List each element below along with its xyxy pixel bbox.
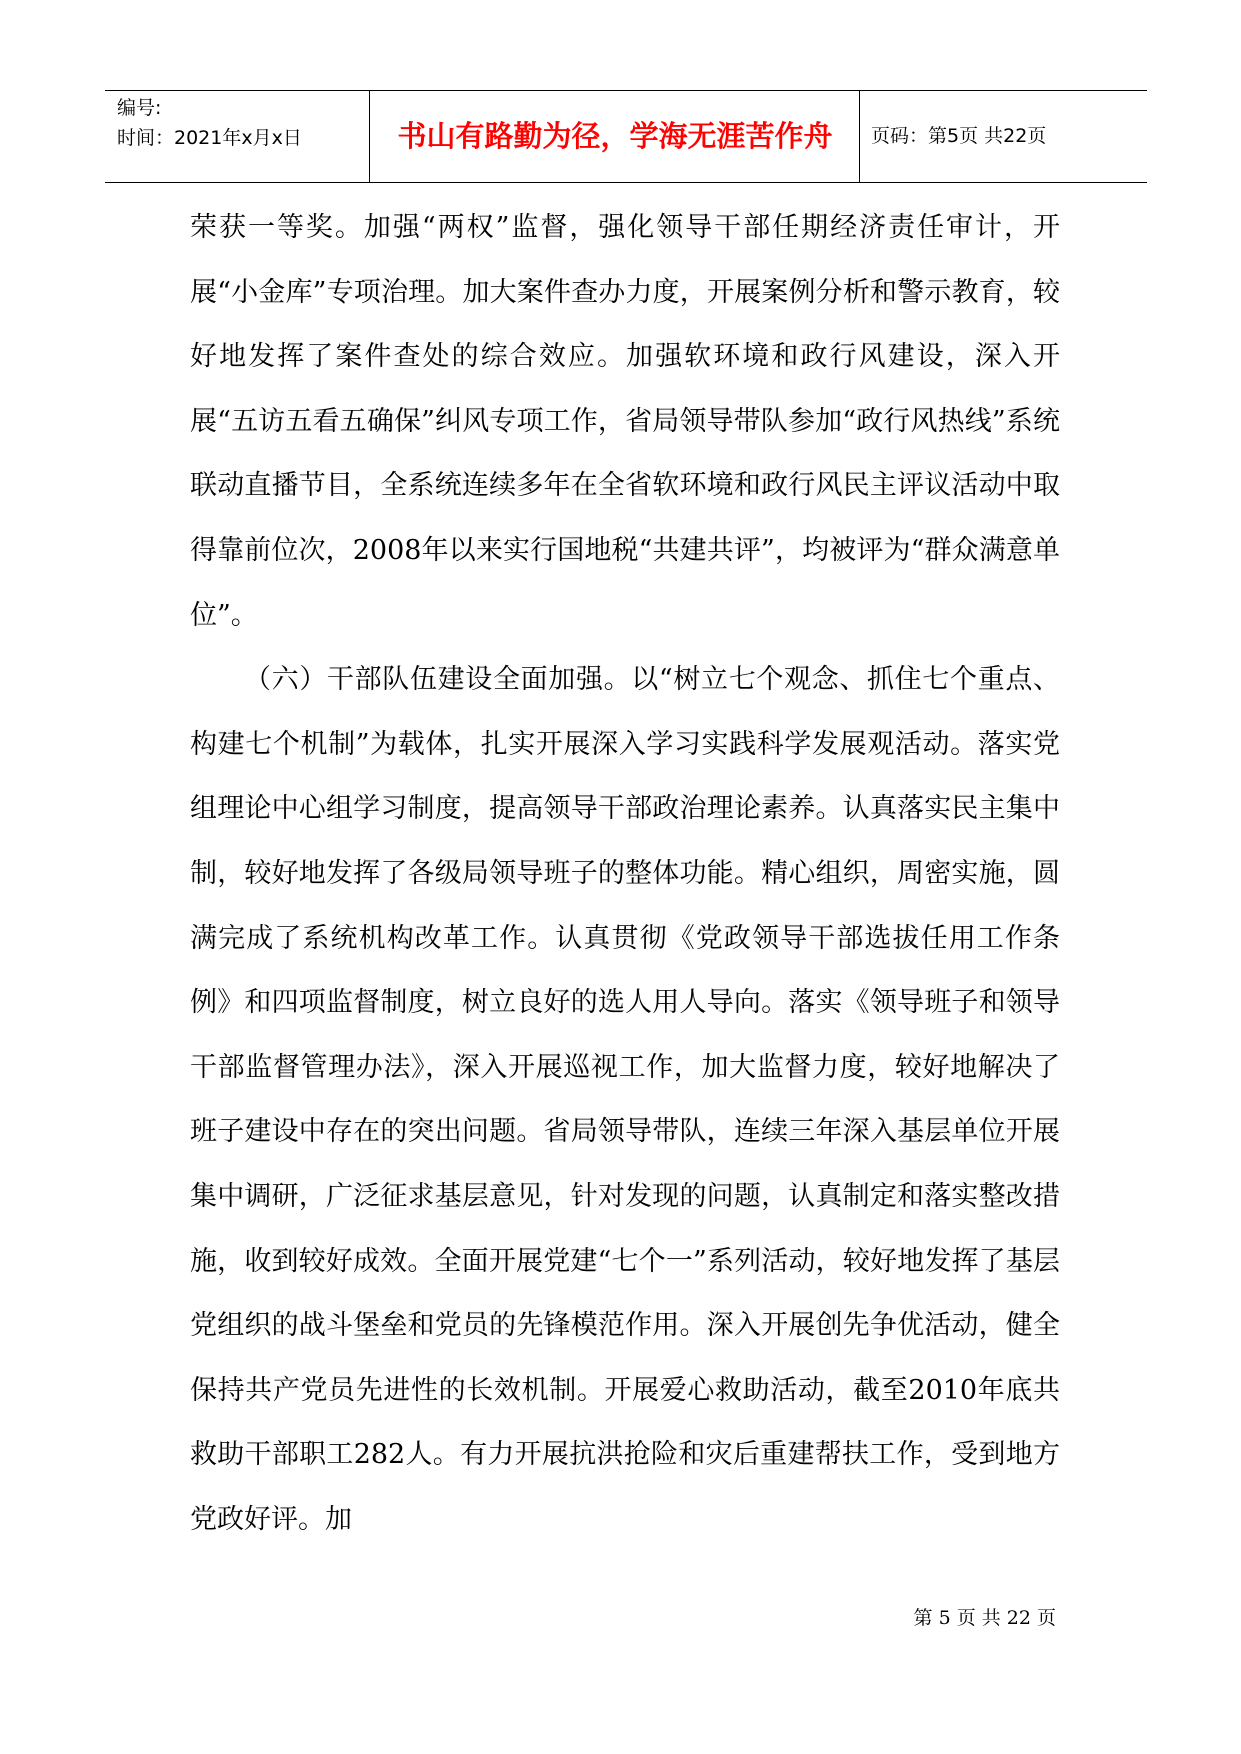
- serial-label: 编号:: [117, 97, 162, 119]
- page-header: [105, 90, 1147, 183]
- body-paragraph-2: （六）干部队伍建设全面加强。以“树立七个观念、抓住七个重点、构建七个机制”为载体，扎实开展深入学习实践科学发展观活动。落实党组理论中心组学习制度，提高领导干部政治理论素养。认真落实民主集中制，较好地发挥了各级局领导班子的整体功能。精心组织，周密实施，圆满完成了系统机构改革工作。认真贯彻《党政领导干部选拔任用工作条例》和四项监督制度，树立良好的选人用人导向。落实《领导班子和领导干部监督管理办法》，深入开展巡视工作，加大监督力度，较好地解决了班子建设中存在的突出问题。省局领导带队，连续三年深入基层单位开展集中调研，广泛征求基层意见，针对发现的问题，认真制定和落实整改措施，收到较好成效。全面开展党建“七个一”系列活动，较好地发挥了基层党组织的战斗堡垒和党员的先锋模范作用。深入开展创先争优活动，健全保持共产党员先进性的长效机制。开展爱心救助活动，截至2010年底共救助干部职工282人。有力开展抗洪抢险和灾后重建帮扶工作，受到地方党政好评。加: [190, 664, 1060, 1535]
- header-motto: 书山有路勤为径，学海无涯苦作舟: [397, 119, 833, 153]
- header-meta: [117, 93, 369, 153]
- document-body: [190, 196, 1060, 1552]
- page-footer: 第 5 页 共 22 页: [913, 1607, 1056, 1629]
- time-label: 时间：2021年x月x日: [117, 127, 302, 149]
- header-divider-left: [369, 91, 370, 182]
- header-page-info: 页码：第5页 共22页: [871, 125, 1047, 147]
- body-paragraph-1: 荣获一等奖。加强“两权”监督，强化领导干部任期经济责任审计，开展“小金库”专项治理。加大案件查办力度，开展案例分析和警示教育，较好地发挥了案件查处的综合效应。加强软环境和政行风建设，深入开展“五访五看五确保”纠风专项工作，省局领导带队参加“政行风热线”系统联动直播节目，全系统连续多年在全省软环境和政行风民主评议活动中取得靠前位次，2008年以来实行国地税“共建共评”，均被评为“群众满意单位”。: [190, 212, 1060, 631]
- header-divider-right: [859, 91, 860, 182]
